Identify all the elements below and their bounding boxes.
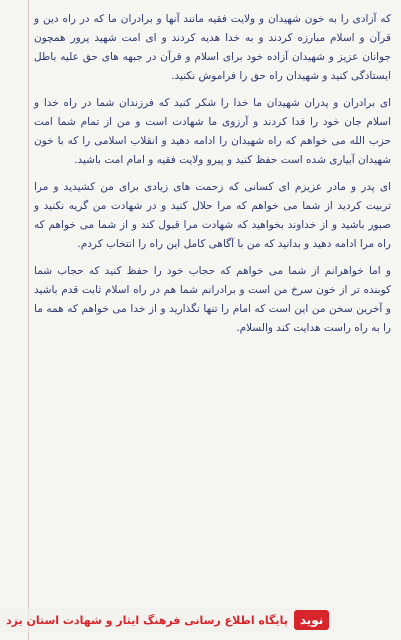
watermark-text: پایگاه اطلاع رسانی فرهنگ ایثار و شهادت استان یزد bbox=[6, 613, 288, 627]
handwritten-letter bbox=[34, 10, 391, 338]
margin-line bbox=[28, 0, 29, 640]
letter-paragraph: و اما خواهرانم از شما می خواهم که حجاب خود را حفظ کنید که حجاب شما کوبنده تر از خون سرخ من است و برادرانم شما هم در راه اسلام ثابت قدم باشید و آخرین سخن من این است که امام را تنها نگذارید و از خدا می خواهم که همه ما را به راه راست هدایت کند والسلام. bbox=[34, 265, 391, 334]
watermark bbox=[0, 608, 335, 632]
watermark-logo: نوید bbox=[294, 610, 329, 630]
letter-paragraph: ای پدر و مادر عزیزم ای کسانی که زحمت های زیادی برای من کشیدید و مرا تربیت کردید از شما می خواهم که مرا حلال کنید و در شهادت من گریه نکنید و صبور باشید و از خداوند بخواهید که شهادت مرا قبول کند و از شما می خواهم که راه مرا ادامه دهید و بدانید که من با آگاهی کامل این راه را انتخاب کردم. bbox=[34, 181, 391, 250]
letter-paragraph: ای برادران و پدران شهیدان ما خدا را شکر کنید که فرزندان شما در راه خدا و اسلام جان خود را فدا کردند و آرزوی ما شهادت است و من از تمام شما امت حزب الله می خواهم که راه شهیدان را ادامه دهید و انقلاب اسلامی را که با خون شهیدان آبیاری شده است حفظ کنید و پیرو ولایت فقیه و امام امت باشید. bbox=[34, 97, 391, 166]
letter-paragraph: که آزادی را به خون شهیدان و ولایت فقیه مانند آنها و برادران ما که در راه دین و قرآن و اسلام مبارزه کردند و به خدا هدیه کردند و ای امت شهید پرور همچون جوانان عزیز و شهیدان آزاده خود برای اسلام و قرآن در جبهه های حق علیه باطل ایستادگی کنید و شهیدان راه حق را فراموش نکنید. bbox=[34, 13, 391, 82]
